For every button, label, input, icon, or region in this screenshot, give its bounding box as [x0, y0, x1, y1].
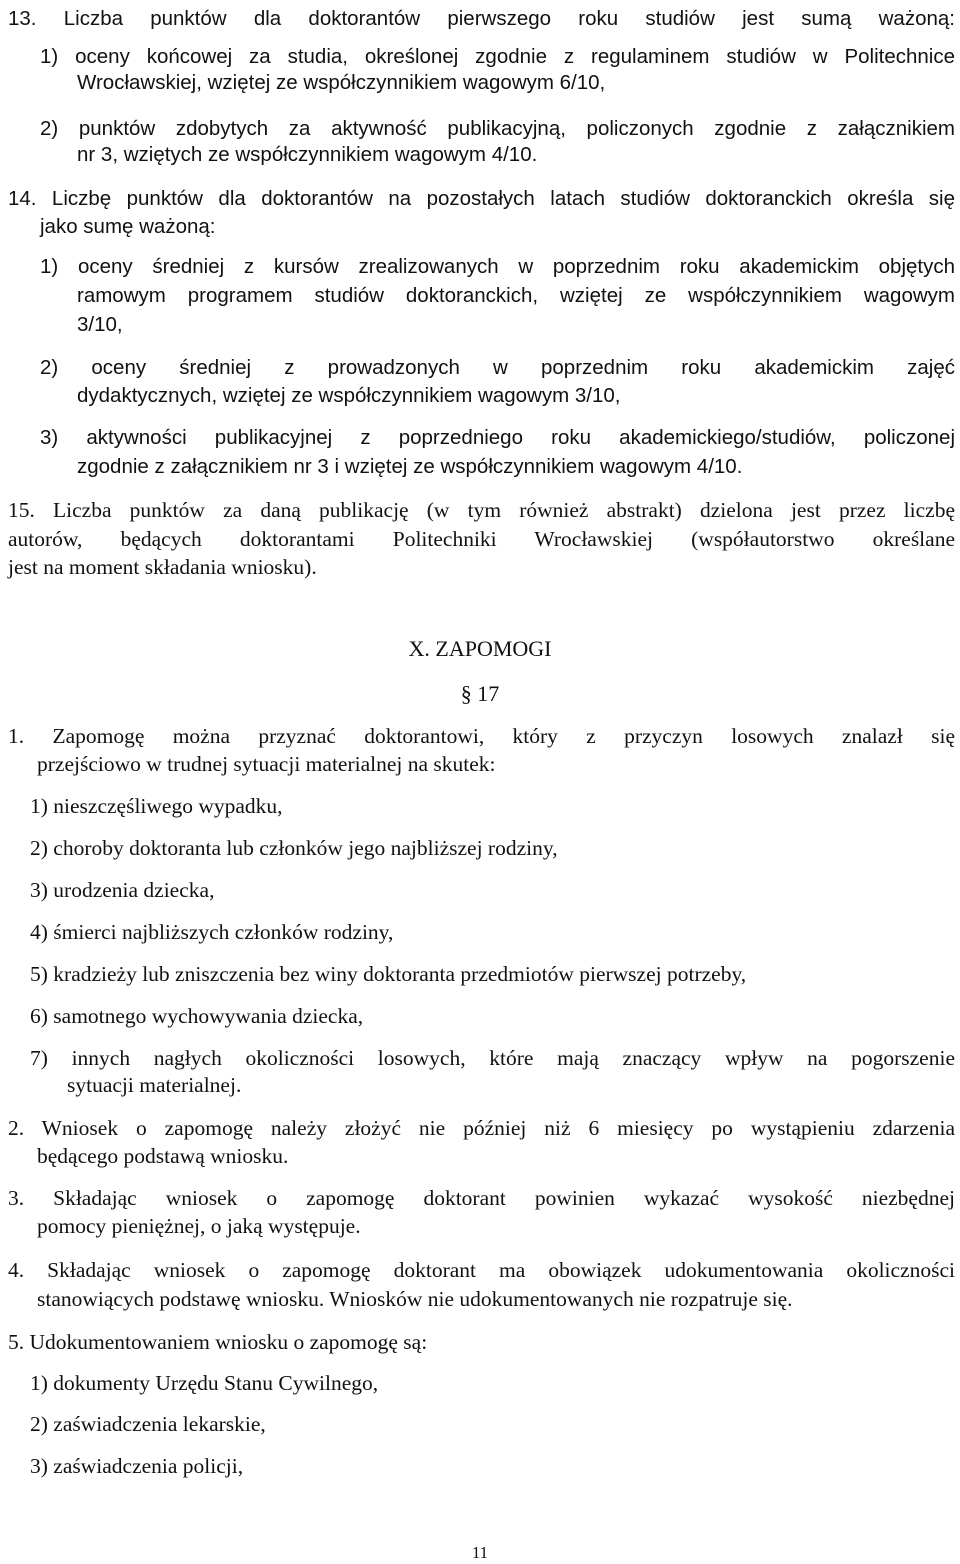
list-item-14-1-cont2: 3/10, [77, 313, 123, 336]
clause-5-intro: 5. Udokumentowaniem wniosku o zapomogę są: [8, 1330, 428, 1354]
paragraph-13-intro: 13. Liczba punktów dla doktorantów pierwszego roku studiów jest sumą ważoną: [8, 7, 955, 30]
list-item-5-3: 3) zaświadczenia policji, [30, 1454, 244, 1478]
clause-2-line-2: będącego podstawą wniosku. [37, 1144, 289, 1168]
list-item-5-2: 2) zaświadczenia lekarskie, [30, 1412, 266, 1436]
list-item-1-2: 2) choroby doktoranta lub członków jego najbliższej rodziny, [30, 836, 558, 860]
list-item-14-3: 3) aktywności publikacyjnej z poprzedniego roku akademickiego/studiów, policzonej [40, 426, 955, 449]
paragraph-15-line-3: jest na moment składania wniosku). [8, 555, 317, 579]
list-item-1-7: 7) innych nagłych okoliczności losowych, które mają znaczący wpływ na pogorszenie [30, 1046, 955, 1070]
list-item-5-1: 1) dokumenty Urzędu Stanu Cywilnego, [30, 1371, 379, 1395]
list-item-1-6: 6) samotnego wychowywania dziecka, [30, 1004, 364, 1028]
list-item-14-2-cont: dydaktycznych, wziętej ze współczynnikiem wagowym 3/10, [77, 384, 621, 407]
paragraph-15-line-2: autorów, będących doktorantami Politechniki Wrocławskiej (współautorstwo określane [8, 527, 955, 551]
list-item-1-1: 1) nieszczęśliwego wypadku, [30, 794, 283, 818]
list-item-13-1-cont: Wrocławskiej, wziętej ze współczynnikiem wagowym 6/10, [77, 71, 606, 94]
page-number: 11 [471, 1543, 489, 1562]
list-item-14-2: 2) oceny średniej z prowadzonych w poprzednim roku akademickim zajęć [40, 356, 955, 379]
clause-1-intro: 1. Zapomogę można przyznać doktorantowi, który z przyczyn losowych znalazł się [8, 724, 955, 748]
paragraph-14-intro: 14. Liczbę punktów dla doktorantów na pozostałych latach studiów doktoranckich określa się [8, 187, 955, 210]
list-item-14-1: 1) oceny średniej z kursów zrealizowanych w poprzednim roku akademickim objętych [40, 255, 955, 278]
list-item-1-3: 3) urodzenia dziecka, [30, 878, 215, 902]
list-item-1-7-cont: sytuacji materialnej. [67, 1073, 242, 1097]
clause-3-line-2: pomocy pieniężnej, o jaką występuje. [37, 1214, 361, 1238]
clause-1-intro-cont: przejściowo w trudnej sytuacji materialnej na skutek: [37, 752, 496, 776]
list-item-1-5: 5) kradzieży lub zniszczenia bez winy doktoranta przedmiotów pierwszej potrzeby, [30, 962, 747, 986]
list-item-1-4: 4) śmierci najbliższych członków rodziny, [30, 920, 394, 944]
list-item-14-1-cont: ramowym programem studiów doktoranckich, wziętej ze współczynnikiem wagowym [77, 284, 955, 307]
list-item-13-1: 1) oceny końcowej za studia, określonej zgodnie z regulaminem studiów w Politechnice [40, 45, 955, 68]
clause-4-line-2: stanowiących podstawę wniosku. Wniosków nie udokumentowanych nie rozpatruje się. [37, 1287, 793, 1311]
clause-3-line-1: 3. Składając wniosek o zapomogę doktorant powinien wykazać wysokość niezbędnej [8, 1186, 955, 1210]
clause-2-line-1: 2. Wniosek o zapomogę należy złożyć nie później niż 6 miesięcy po wystąpieniu zdarzenia [8, 1116, 955, 1140]
list-item-14-3-cont: zgodnie z załącznikiem nr 3 i wziętej ze współczynnikiem wagowym 4/10. [77, 455, 743, 478]
list-item-13-2-cont: nr 3, wziętych ze współczynnikiem wagowym 4/10. [77, 143, 538, 166]
paragraph-15-line-1: 15. Liczba punktów za daną publikację (w tym również abstrakt) dzielona jest przez liczbę [8, 498, 955, 522]
clause-4-line-1: 4. Składając wniosek o zapomogę doktorant ma obowiązek udokumentowania okoliczności [8, 1258, 955, 1282]
list-item-13-2: 2) punktów zdobytych za aktywność publikacyjną, policzonych zgodnie z załącznikiem [40, 117, 955, 140]
paragraph-sign: § 17 [460, 681, 500, 706]
paragraph-14-intro-cont: jako sumę ważoną: [40, 215, 216, 238]
section-title: X. ZAPOMOGI [408, 636, 552, 661]
